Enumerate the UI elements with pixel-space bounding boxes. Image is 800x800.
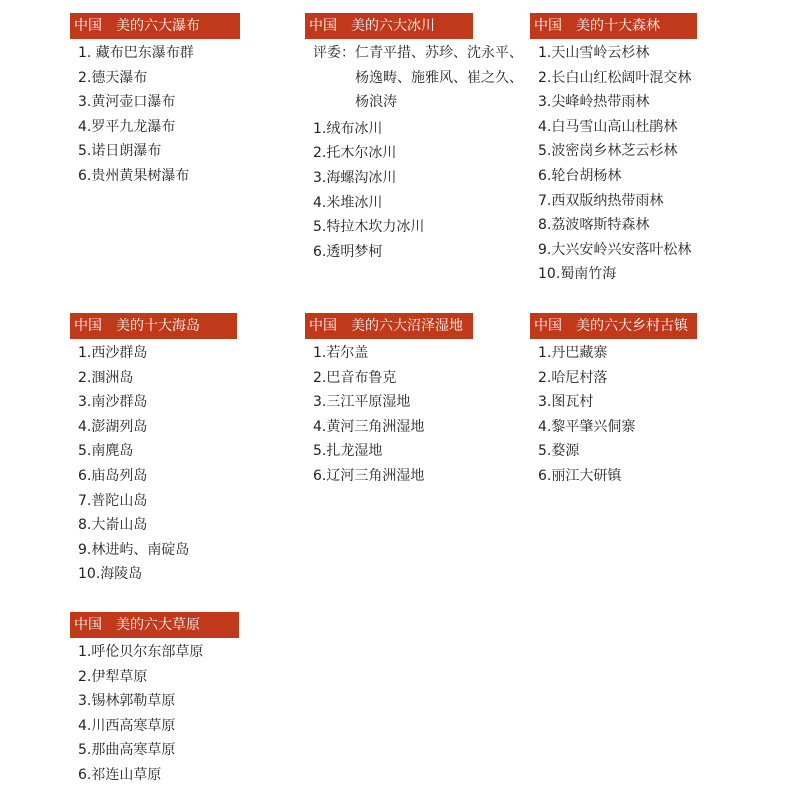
section-villages <box>530 313 700 489</box>
section-title: 中国 美的十大海岛 <box>70 313 237 339</box>
judges-names: 仁青平措、苏珍、沈永平、杨逸畴、施雅风、崔之久、杨浪涛 <box>355 45 523 111</box>
list-item: 10.海陵岛 <box>78 566 143 583</box>
judges-label: 评委： <box>313 45 355 61</box>
list-item: 5.那曲高寒草原 <box>78 742 176 759</box>
list-item: 6.丽江大研镇 <box>538 467 622 484</box>
section-title: 中国 美的六大乡村古镇 <box>530 313 697 339</box>
list-item: 4.黎平肇兴侗寨 <box>538 418 636 435</box>
list-item: 2.德天瀑布 <box>78 69 148 86</box>
section-title: 中国 美的十大森林 <box>530 13 697 39</box>
item-list <box>530 341 700 489</box>
list-item: 6.轮台胡杨林 <box>538 167 622 184</box>
list-item: 4.米堆冰川 <box>313 194 383 211</box>
list-item: 7.普陀山岛 <box>78 492 148 509</box>
list-item: 3.黄河壶口瀑布 <box>78 94 176 111</box>
list-item: 2.托木尔冰川 <box>313 145 397 162</box>
list-item: 5.诺日朗瀑布 <box>78 143 162 160</box>
list-item: 5.扎龙湿地 <box>313 443 383 460</box>
list-item: 2.长白山红松阔叶混交林 <box>538 69 692 86</box>
list-item: 1.绒布冰川 <box>313 120 383 137</box>
list-item: 3.海螺沟冰川 <box>313 169 397 186</box>
section-grasslands <box>70 612 240 788</box>
list-item: 9.大兴安岭兴安落叶松林 <box>538 241 692 258</box>
list-item: 3.尖峰岭热带雨林 <box>538 94 650 111</box>
section-glaciers <box>305 13 525 264</box>
list-item: 5.南麂岛 <box>78 443 134 460</box>
section-forests <box>530 13 700 287</box>
list-item: 6.辽河三角洲湿地 <box>313 467 425 484</box>
list-item: 3.图瓦村 <box>538 394 594 411</box>
list-item: 4.白马雪山高山杜鹃林 <box>538 118 678 135</box>
section-title: 中国 美的六大冰川 <box>305 13 473 39</box>
item-list <box>70 41 240 189</box>
list-item: 1.呼伦贝尔东部草原 <box>78 644 204 660</box>
judges-note <box>305 41 525 115</box>
list-item: 2.涠洲岛 <box>78 369 134 386</box>
list-item: 8.大嵛山岛 <box>78 517 148 534</box>
list-item: 4.川西高寒草原 <box>78 717 176 734</box>
list-item: 1.西沙群岛 <box>78 345 148 361</box>
list-item: 8.荔波喀斯特森林 <box>538 217 650 234</box>
list-item: 2.巴音布鲁克 <box>313 369 397 386</box>
list-item: 6.贵州黄果树瀑布 <box>78 167 190 184</box>
list-item: 3.锡林郭勒草原 <box>78 693 176 710</box>
item-list <box>70 341 240 587</box>
section-islands <box>70 313 240 587</box>
section-title: 中国 美的六大沼泽湿地 <box>305 313 473 339</box>
item-list <box>530 41 700 287</box>
list-item: 1.丹巴藏寨 <box>538 345 608 361</box>
section-title: 中国 美的六大草原 <box>70 612 239 638</box>
list-item: 5.波密岗乡林芝云杉林 <box>538 143 678 160</box>
list-item: 4.罗平九龙瀑布 <box>78 118 176 135</box>
list-item: 2.伊犁草原 <box>78 668 148 685</box>
item-list <box>70 640 240 788</box>
list-item: 3.三江平原湿地 <box>313 394 411 411</box>
list-item: 1.若尔盖 <box>313 345 369 361</box>
list-item: 6.庙岛列岛 <box>78 467 148 484</box>
list-item: 1.天山雪岭云杉林 <box>538 45 650 61</box>
list-item: 6.透明梦柯 <box>313 243 383 260</box>
list-item: 10.蜀南竹海 <box>538 266 617 283</box>
section-waterfalls <box>70 13 240 189</box>
section-wetlands <box>305 313 475 489</box>
section-title: 中国 美的六大瀑布 <box>70 13 240 39</box>
item-list <box>305 341 475 489</box>
list-item: 4.澎湖列岛 <box>78 418 148 435</box>
list-item: 5.特拉木坎力冰川 <box>313 219 425 236</box>
list-item: 9.林进屿、南碇岛 <box>78 541 190 558</box>
list-item: 6.祁连山草原 <box>78 766 162 783</box>
item-list <box>305 117 525 265</box>
list-item: 2.哈尼村落 <box>538 369 608 386</box>
list-item: 1. 藏布巴东瀑布群 <box>78 45 194 61</box>
list-item: 3.南沙群岛 <box>78 394 148 411</box>
list-item: 7.西双版纳热带雨林 <box>538 192 664 209</box>
list-item: 4.黄河三角洲湿地 <box>313 418 425 435</box>
list-item: 5.婺源 <box>538 443 580 460</box>
